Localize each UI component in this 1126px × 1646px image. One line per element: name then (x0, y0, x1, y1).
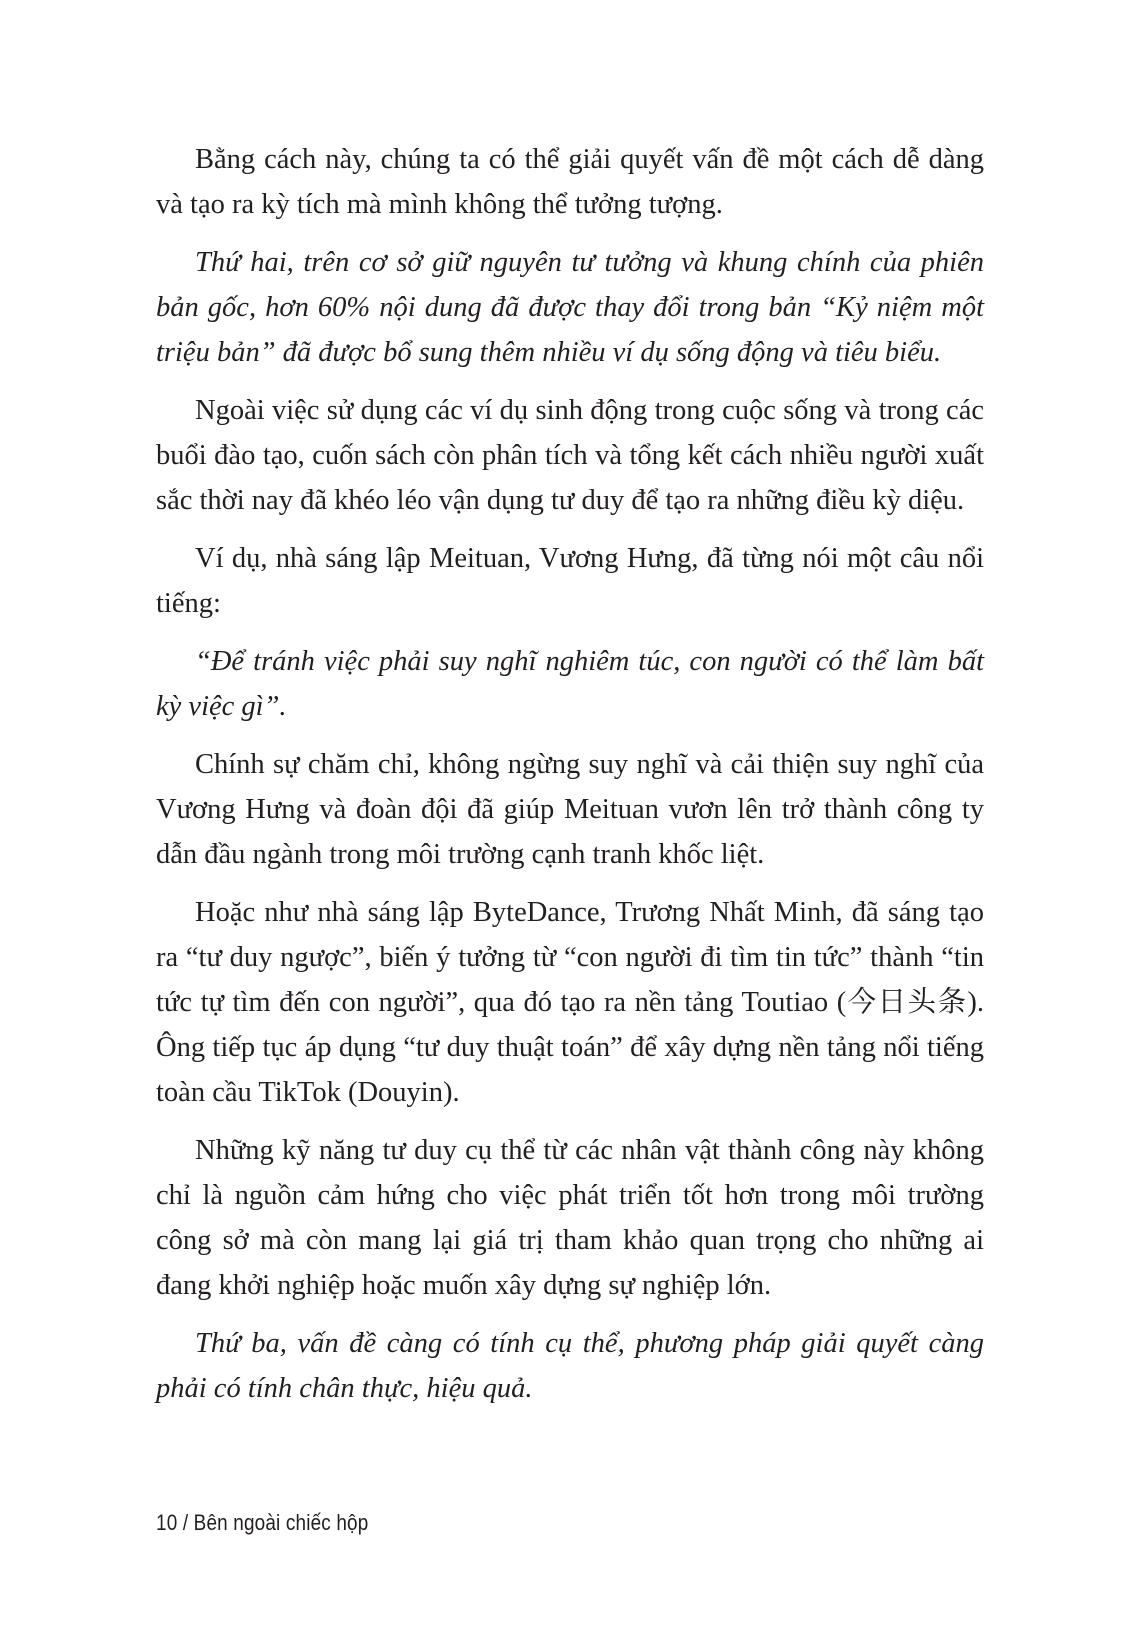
paragraph-7: Hoặc như nhà sáng lập ByteDance, Trương Nhất Minh, đã sáng tạo ra “tư duy ngược”, biến ý tưởng từ “con người đi tìm tin tức” thành “tin tức tự tìm đến con người”, qua đó tạo ra nền tảng Toutiao (今日头条). Ông tiếp tục áp dụng “tư duy thuật toán” để xây dựng nền tảng nổi tiếng toàn cầu TikTok (Douyin). (156, 897, 984, 1108)
paragraph-3: Ngoài việc sử dụng các ví dụ sinh động trong cuộc sống và trong các buổi đào tạo, cuốn sách còn phân tích và tổng kết cách nhiều người xuất sắc thời nay đã khéo léo vận dụng tư duy để tạo ra những điều kỳ diệu. (156, 395, 984, 516)
paragraph-1: Bằng cách này, chúng ta có thể giải quyết vấn đề một cách dễ dàng và tạo ra kỳ tích mà mình không thể tưởng tượng. (156, 144, 984, 220)
paragraph-9-italic: Thứ ba, vấn đề càng có tính cụ thể, phương pháp giải quyết càng phải có tính chân thực, hiệu quả. (156, 1328, 984, 1404)
quote-paragraph: “Để tránh việc phải suy nghĩ nghiêm túc, con người có thể làm bất kỳ việc gì”. (156, 646, 984, 722)
page-footer: 10 / Bên ngoài chiếc hộp (156, 1510, 369, 1535)
paragraph-2-italic: Thứ hai, trên cơ sở giữ nguyên tư tưởng và khung chính của phiên bản gốc, hơn 60% nội dung đã được thay đổi trong bản “Kỷ niệm một triệu bản” đã được bổ sung thêm nhiều ví dụ sống động và tiêu biểu. (156, 247, 984, 368)
paragraph-4: Ví dụ, nhà sáng lập Meituan, Vương Hưng, đã từng nói một câu nổi tiếng: (156, 543, 984, 619)
paragraph-6: Chính sự chăm chỉ, không ngừng suy nghĩ và cải thiện suy nghĩ của Vương Hưng và đoàn đội đã giúp Meituan vươn lên trở thành công ty dẫn đầu ngành trong môi trường cạnh tranh khốc liệt. (156, 749, 984, 870)
paragraph-8: Những kỹ năng tư duy cụ thể từ các nhân vật thành công này không chỉ là nguồn cảm hứng cho việc phát triển tốt hơn trong môi trường công sở mà còn mang lại giá trị tham khảo quan trọng cho những ai đang khởi nghiệp hoặc muốn xây dựng sự nghiệp lớn. (156, 1135, 984, 1301)
body-text (156, 137, 984, 1424)
